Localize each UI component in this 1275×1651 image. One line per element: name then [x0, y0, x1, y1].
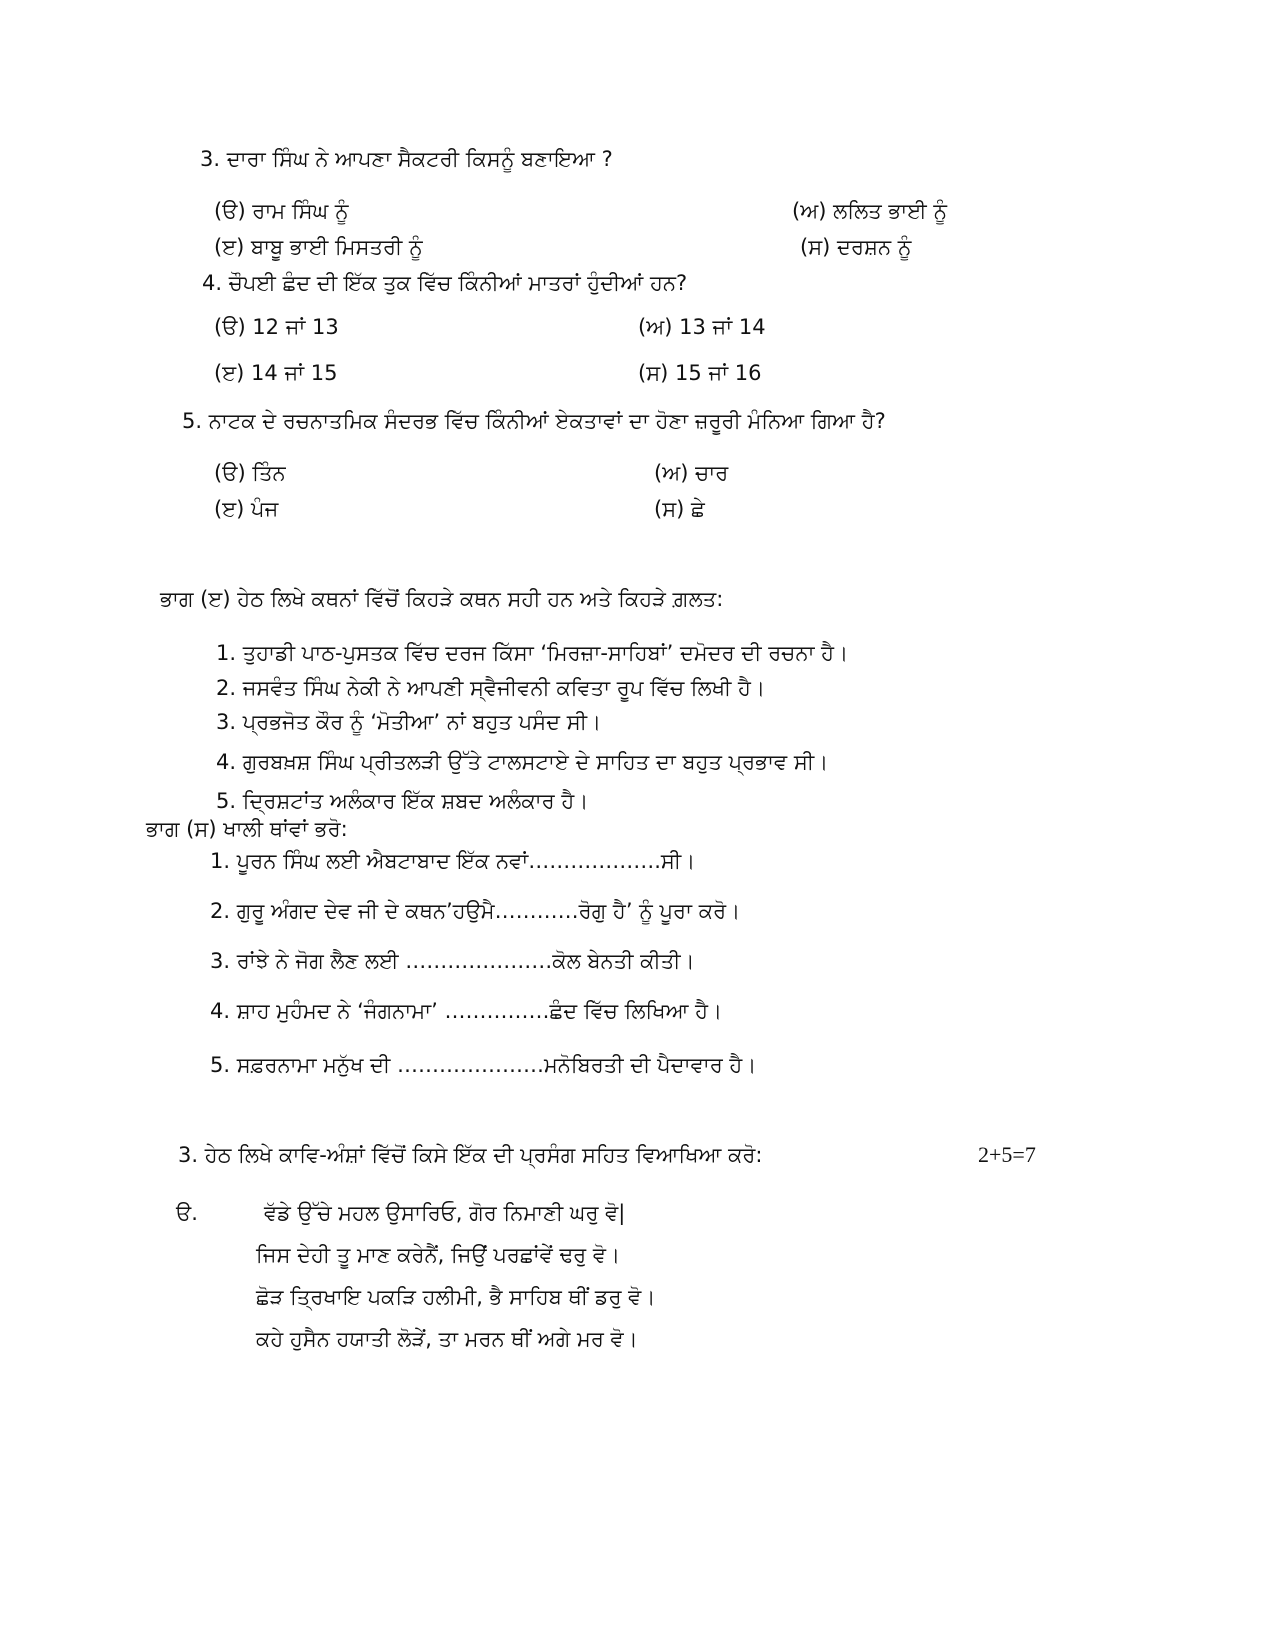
- poetry-line-2: ਜਿਸ ਦੇਹੀ ਤੂ ਮਾਣ ਕਰੇਨੈਂ, ਜਿਉਂ ਪਰਛਾਂਵੇਂ ਢਰੁ ਵੋ।: [256, 1243, 621, 1267]
- q5-option-d: (ਸ) ਛੇ: [654, 497, 705, 521]
- q3-option-a: (ੳ) ਰਾਮ ਸਿੰਘ ਨੂੰ: [214, 199, 349, 223]
- q4-option-d: (ਸ) 15 ਜਾਂ 16: [638, 361, 762, 385]
- section-s-item-5: 5. ਸਫ਼ਰਨਾਮਾ ਮਨੁੱਖ ਦੀ …………………ਮਨੋਬਿਰਤੀ ਦੀ ਪੈਦਾਵਾਰ ਹੈ।: [210, 1053, 757, 1077]
- q4-option-b: (ਅ) 13 ਜਾਂ 14: [638, 315, 766, 339]
- poetry-line-1: ਵੱਡੇ ਉੱਚੇ ਮਹਲ ਉਸਾਰਿਓ, ਗੋਰ ਨਿਮਾਣੀ ਘਰੁ ਵੋ|: [264, 1201, 626, 1225]
- question-5-text: 5. ਨਾਟਕ ਦੇ ਰਚਨਾਤਮਿਕ ਸੰਦਰਭ ਵਿੱਚ ਕਿੰਨੀਆਂ ਏਕਤਾਵਾਂ ਦਾ ਹੋਣਾ ਜ਼ਰੂਰੀ ਮੰਨਿਆ ਗਿਆ ਹੈ?: [182, 409, 886, 433]
- poetry-question-marks: 2+5=7: [978, 1142, 1036, 1167]
- section-e-item-2: 2. ਜਸਵੰਤ ਸਿੰਘ ਨੇਕੀ ਨੇ ਆਪਣੀ ਸ੍ਵੈਜੀਵਨੀ ਕਵਿਤਾ ਰੂਪ ਵਿੱਚ ਲਿਖੀ ਹੈ।: [216, 676, 766, 700]
- section-e-item-5: 5. ਦ੍ਰਿਸ਼ਟਾਂਤ ਅਲੰਕਾਰ ਇੱਕ ਸ਼ਬਦ ਅਲੰਕਾਰ ਹੈ।: [216, 789, 589, 813]
- question-4-text: 4. ਚੌਪਈ ਛੰਦ ਦੀ ਇੱਕ ਤੁਕ ਵਿੱਚ ਕਿੰਨੀਆਂ ਮਾਤਰਾਂ ਹੁੰਦੀਆਂ ਹਨ?: [202, 271, 688, 295]
- section-s-heading: ਭਾਗ (ਸ) ਖਾਲੀ ਥਾਂਵਾਂ ਭਰੋ:: [146, 817, 348, 841]
- section-s-item-2: 2. ਗੁਰੂ ਅੰਗਦ ਦੇਵ ਜੀ ਦੇ ਕਥਨ’ਹਉਮੈ…………ਰੋਗੁ ਹੈ’ ਨੂੰ ਪੂਰਾ ਕਰੋ।: [210, 899, 741, 923]
- section-s-item-4: 4. ਸ਼ਾਹ ਮੁਹੰਮਦ ਨੇ ‘ਜੰਗਨਾਮਾ’ ……………ਛੰਦ ਵਿੱਚ ਲਿਖਿਆ ਹੈ।: [210, 999, 723, 1023]
- section-e-item-4: 4. ਗੁਰਬਖ਼ਸ਼ ਸਿੰਘ ਪ੍ਰੀਤਲੜੀ ਉੱਤੇ ਟਾਲਸਟਾਏ ਦੇ ਸਾਹਿਤ ਦਾ ਬਹੁਤ ਪ੍ਰਭਾਵ ਸੀ।: [216, 750, 829, 774]
- question-3-text: 3. ਦਾਰਾ ਸਿੰਘ ਨੇ ਆਪਣਾ ਸੈਕਟਰੀ ਕਿਸਨੂੰ ਬਣਾਇਆ ?: [200, 147, 613, 171]
- section-e-heading: ਭਾਗ (ੲ) ਹੇਠ ਲਿਖੇ ਕਥਨਾਂ ਵਿੱਚੋਂ ਕਿਹੜੇ ਕਥਨ ਸਹੀ ਹਨ ਅਤੇ ਕਿਹੜੇ ਗ਼ਲਤ:: [160, 587, 724, 611]
- poetry-question-text: 3. ਹੇਠ ਲਿਖੇ ਕਾਵਿ-ਅੰਸ਼ਾਂ ਵਿੱਚੋਂ ਕਿਸੇ ਇੱਕ ਦੀ ਪ੍ਰਸੰਗ ਸਹਿਤ ਵਿਆਖਿਆ ਕਰੋ:: [178, 1143, 763, 1167]
- q5-option-b: (ਅ) ਚਾਰ: [654, 461, 729, 485]
- poetry-label: ੳ.: [176, 1201, 198, 1225]
- q3-option-d: (ਸ) ਦਰਸ਼ਨ ਨੂੰ: [800, 235, 912, 259]
- section-s-item-1: 1. ਪੂਰਨ ਸਿੰਘ ਲਈ ਐਬਟਾਬਾਦ ਇੱਕ ਨਵਾਂ……………….ਸੀ।: [210, 849, 696, 873]
- q4-option-a: (ੳ) 12 ਜਾਂ 13: [214, 315, 339, 339]
- q5-option-a: (ੳ) ਤਿੰਨ: [214, 461, 286, 485]
- q3-option-c: (ੲ) ਬਾਬੂ ਭਾਈ ਮਿਸਤਰੀ ਨੂੰ: [214, 235, 423, 259]
- q5-option-c: (ੲ) ਪੰਜ: [214, 497, 279, 521]
- poetry-line-4: ਕਹੇ ਹੁਸੈਨ ਹਯਾਤੀ ਲੋੜੇਂ, ਤਾ ਮਰਨ ਥੀਂ ਅਗੇ ਮਰ ਵੋ।: [256, 1327, 638, 1351]
- section-e-item-3: 3. ਪ੍ਰਭਜੋਤ ਕੌਰ ਨੂੰ ‘ਮੋਤੀਆ’ ਨਾਂ ਬਹੁਤ ਪਸੰਦ ਸੀ।: [216, 710, 602, 734]
- q4-option-c: (ੲ) 14 ਜਾਂ 15: [214, 361, 338, 385]
- poetry-line-3: ਛੋੜ ਤ੍ਰਿਖਾਇ ਪਕੜਿ ਹਲੀਮੀ, ਭੈ ਸਾਹਿਬ ਥੀਂ ਡਰੁ ਵੋ।: [256, 1285, 656, 1309]
- section-e-item-1: 1. ਤੁਹਾਡੀ ਪਾਠ-ਪੁਸਤਕ ਵਿੱਚ ਦਰਜ ਕਿੱਸਾ ‘ਮਿਰਜ਼ਾ-ਸਾਹਿਬਾਂ’ ਦਮੋਦਰ ਦੀ ਰਚਨਾ ਹੈ।: [216, 641, 849, 665]
- q3-option-b: (ਅ) ਲਲਿਤ ਭਾਈ ਨੂੰ: [792, 199, 948, 223]
- section-s-item-3: 3. ਰਾਂਝੇ ਨੇ ਜੋਗ ਲੈਣ ਲਈ …………………ਕੋਲ ਬੇਨਤੀ ਕੀਤੀ।: [210, 949, 695, 973]
